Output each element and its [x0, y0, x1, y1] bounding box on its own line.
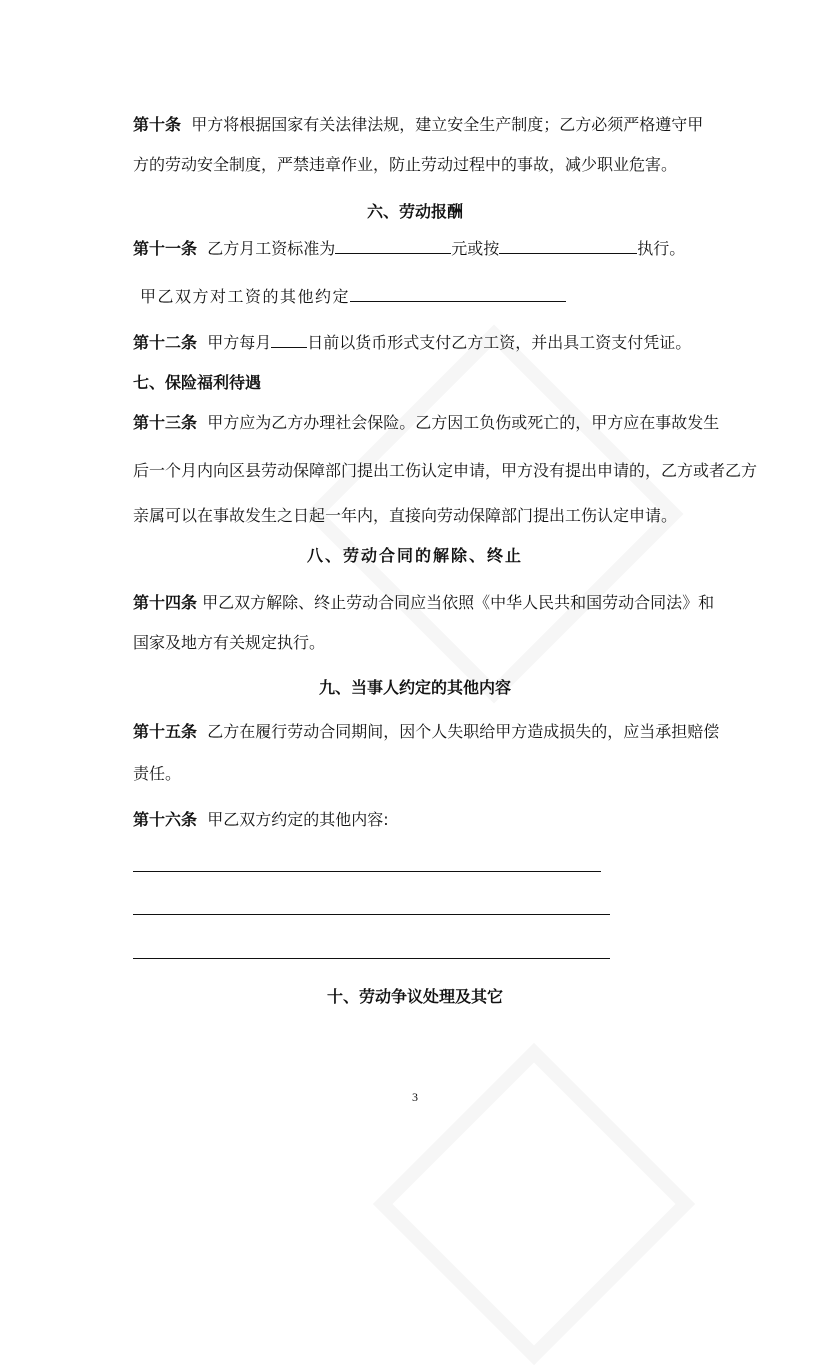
- text: 甲方将根据国家有关法律法规，建立安全生产制度；乙方必须严格遵守甲: [191, 115, 704, 134]
- text: 甲方应为乙方办理社会保险。乙方因工负伤或死亡的，甲方应在事故发生: [207, 413, 720, 432]
- article-14-line-1: [133, 593, 714, 613]
- section-heading: 六、劳动报酬: [366, 202, 463, 221]
- section-heading: 八、劳动合同的解除、终止: [306, 546, 523, 565]
- pay-day-blank[interactable]: [271, 331, 307, 348]
- article-10-line-1: [133, 115, 703, 135]
- wage-blank[interactable]: [335, 237, 451, 254]
- article-12: [133, 331, 691, 353]
- article-13-line-1: [133, 413, 719, 433]
- text: 乙方月工资标准为: [207, 239, 336, 258]
- article-label: 第十一条: [133, 239, 198, 258]
- text: 执行。: [637, 239, 686, 258]
- article-11: [133, 237, 685, 259]
- article-label: 第十五条: [133, 722, 198, 741]
- text: 甲方每月: [207, 333, 272, 352]
- article-13-line-2: 后一个月内向区县劳动保障部门提出工伤认定申请，甲方没有提出申请的，乙方或者乙方: [133, 461, 758, 480]
- text: 甲乙双方约定的其他内容:: [207, 810, 389, 829]
- section-heading: 十、劳动争议处理及其它: [326, 987, 503, 1006]
- section-heading: 九、当事人约定的其他内容: [318, 678, 511, 697]
- blank-line[interactable]: [133, 871, 601, 872]
- other-wage-blank[interactable]: [350, 285, 566, 302]
- text: 甲乙双方解除、终止劳动合同应当依照《中华人民共和国劳动合同法》和: [202, 593, 715, 612]
- article-label: 第十三条: [133, 413, 198, 432]
- article-10-line-2: 方的劳动安全制度，严禁违章作业，防止劳动过程中的事故，减少职业危害。: [133, 155, 678, 174]
- text: 甲乙双方对工资的其他约定: [140, 287, 351, 306]
- article-label: 第十四条: [133, 593, 198, 612]
- article-15-line-1: [133, 722, 719, 742]
- other-wage-line: [140, 285, 566, 307]
- article-label: 第十二条: [133, 333, 198, 352]
- article-label: 第十六条: [133, 810, 198, 829]
- text: 乙方在履行劳动合同期间，因个人失职给甲方造成损失的，应当承担赔偿: [207, 722, 720, 741]
- article-16: [133, 810, 389, 830]
- article-14-line-2: 国家及地方有关规定执行。: [133, 633, 326, 652]
- page-number: 3: [412, 1090, 418, 1104]
- section-heading: 七、保险福利待遇: [133, 373, 262, 392]
- blank-line[interactable]: [133, 958, 610, 959]
- article-15-line-2: 责任。: [133, 764, 182, 783]
- text: 元或按: [451, 239, 500, 258]
- article-13-line-3: 亲属可以在事故发生之日起一年内，直接向劳动保障部门提出工伤认定申请。: [133, 506, 678, 525]
- blank-line[interactable]: [133, 914, 610, 915]
- text: 日前以货币形式支付乙方工资，并出具工资支付凭证。: [307, 333, 692, 352]
- wage-basis-blank[interactable]: [499, 237, 637, 254]
- article-label: 第十条: [133, 115, 182, 134]
